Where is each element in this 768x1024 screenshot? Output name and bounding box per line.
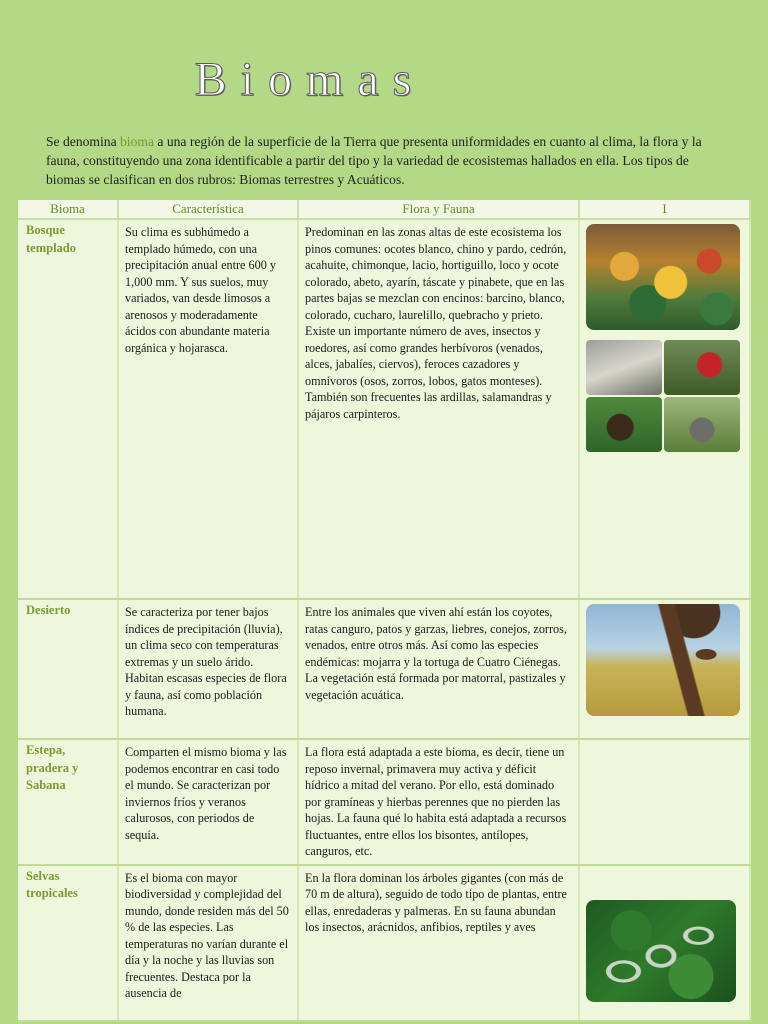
intro-text-before: Se denomina — [46, 134, 120, 149]
biome-images — [579, 739, 750, 865]
biome-characteristic: Comparten el mismo bioma y las podemos encontrar en casi todo el mundo. Se caracterizan por inviernos fríos y veranos calurosos, con periodos de sequía. — [118, 739, 298, 865]
biome-characteristic: Se caracteriza por tener bajos índices de precipitación (lluvia), un clima seco con temperaturas extremas y un suelo árido. Habitan escasas especies de flora y fauna, así como población humana. — [118, 599, 298, 739]
header-flora-fauna: Flora y Fauna — [298, 200, 579, 219]
biome-images — [579, 599, 750, 739]
intro-paragraph — [46, 132, 726, 189]
table-row — [18, 739, 750, 865]
biome-name: Bosque templado — [18, 219, 118, 599]
biome-characteristic: Es el bioma con mayor biodiversidad y complejidad del mundo, donde residen más del 50 % de las especies. Las temperaturas no varían durante el día y la noche y las lluvias son frecuentes. Destaca por la ausencia de — [118, 865, 298, 1021]
biome-flora-fauna: En la flora dominan los árboles gigantes (con más de 70 m de altura), seguido de todo tipo de plantas, entre ellas, enredaderas y palmeras. En su fauna abundan los insectos, arácnidos, anfibios, reptiles y aves — [298, 865, 579, 1021]
temperate-fauna-collage — [586, 340, 740, 452]
biome-name: Selvas tropicales — [18, 865, 118, 1021]
biome-characteristic: Su clima es subhúmedo a templado húmedo, con una precipitación anual entre 600 y 1,000 mm. Y sus suelos, muy variados, van desde limosos a arenosos y moderadamente ácidos con abundante materia orgánica y hojarasca. — [118, 219, 298, 599]
raccoon-image — [664, 397, 740, 452]
biome-name: Desierto — [18, 599, 118, 739]
fauna-text: Existe un importante número de aves, insectos y roedores, así como grandes herbívoros (venados, alces, jabalíes, ciervos), feroces cazadores y omnívoros (osos, zorros, lobos, gatos monteses). También son frecuentes las ardillas, salamandras y pájaros carpinteros. — [305, 324, 552, 421]
table-row — [18, 219, 750, 599]
rainforest-river-image — [586, 900, 736, 1002]
table-row — [18, 599, 750, 739]
header-caracteristica: Característica — [118, 200, 298, 219]
biomes-table — [18, 200, 751, 1022]
intro-text-after: a una región de la superficie de la Tierra que presenta uniformidades en cuanto al clima, la flora y la fauna, constituyendo una zona identificable a partir del tipo y la variedad de ecosistemas hallados en ella. Los tipos de biomas se clasifican en dos rubros: Biomas terrestres y Acuáticos. — [46, 134, 702, 187]
cardinal-image — [664, 340, 740, 395]
page-title: Biomas — [194, 53, 426, 106]
intro-highlight-bioma[interactable]: bioma — [120, 134, 154, 149]
table-header-row — [18, 200, 750, 219]
biome-name: Estepa, pradera y Sabana — [18, 739, 118, 865]
desert-savanna-image — [586, 604, 740, 716]
flora-text: Predominan en las zonas altas de este ecosistema los pinos comunes: ocotes blanco, chino y pardo, cedrón, acahuite, chimonque, lacio, hortiguillo, loco y ocote colorado, abeto, ayarín, táscate y pinabete, que en las partes bajas se mezclan con encinos: barcino, blanco, colorado, cucharo, laurelillo, quebracho y prieto. — [305, 225, 567, 322]
biome-flora-fauna: La flora está adaptada a este bioma, es decir, tiene un reposo invernal, primavera muy activa y déficit hídrico a mitad del verano. Por ello, está dominado por gramíneas y hierbas perennes que no pierden las hojas. La fauna qué lo habita está adaptada a recursos fluctuantes, entre ellos los bisontes, antílopes, canguros, etc. — [298, 739, 579, 865]
header-bioma: Bioma — [18, 200, 118, 219]
biome-images — [579, 865, 750, 1021]
coyote-image — [586, 340, 662, 395]
biome-flora-fauna — [298, 219, 579, 599]
header-imagen: I — [579, 200, 750, 219]
table-row — [18, 865, 750, 1021]
biome-images — [579, 219, 750, 599]
temperate-forest-image — [586, 224, 740, 330]
biome-flora-fauna: Entre los animales que viven ahí están los coyotes, ratas canguro, patos y garzas, liebres, conejos, zorros, venados, entre otros más. Así como las especies endémicas: mojarra y la tortuga de Cuatro Ciénegas. La vegetación está formada por matorral, pastizales y vegetación acuática. — [298, 599, 579, 739]
moose-image — [586, 397, 662, 452]
